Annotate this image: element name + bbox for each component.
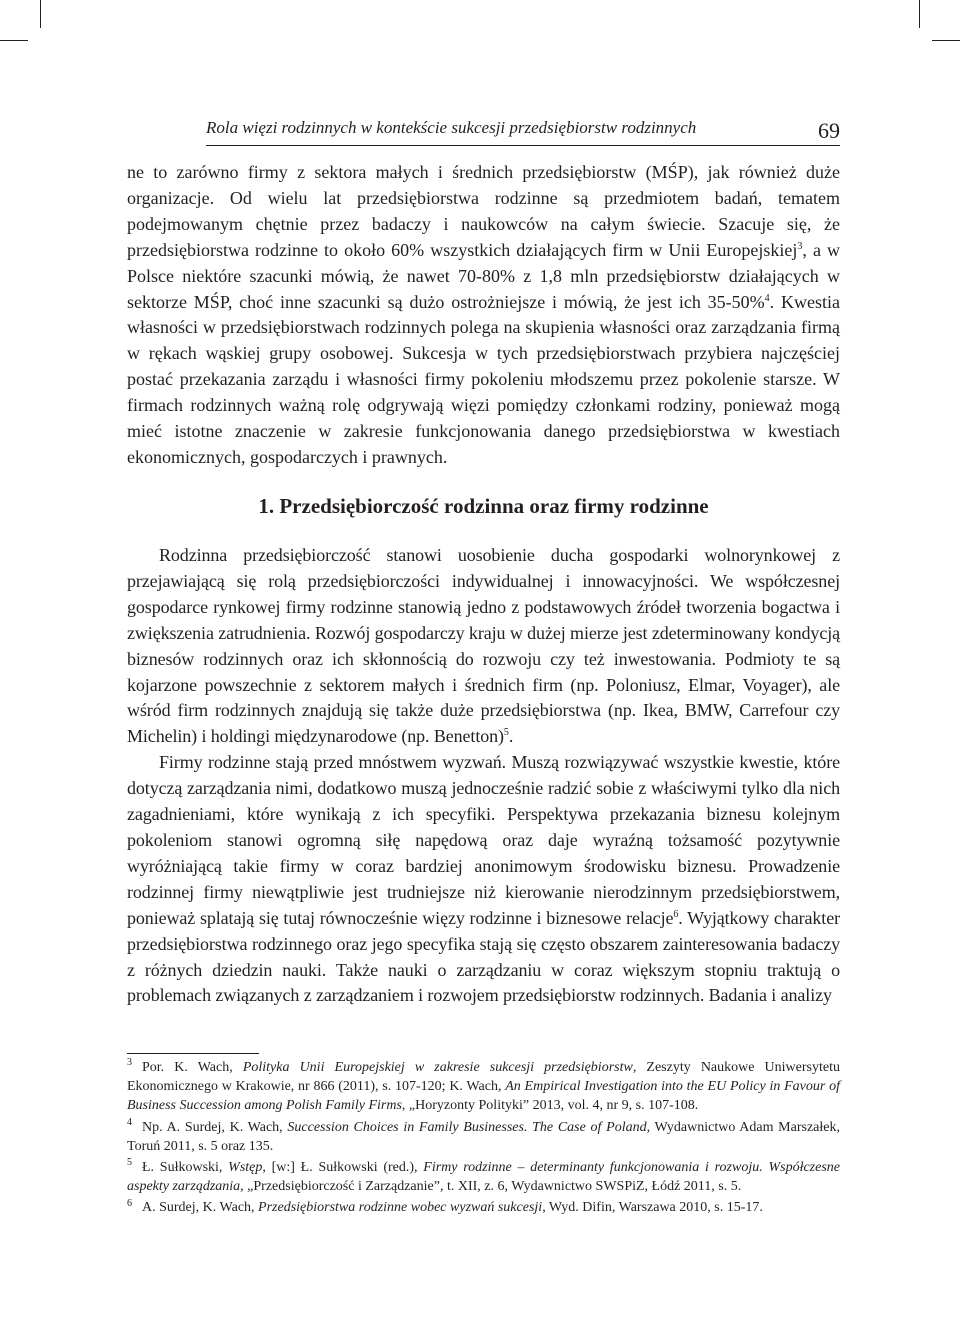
paragraph-1 [127,543,840,750]
section-body [127,543,840,1009]
footnote-3 [127,1058,840,1116]
footnote-text: , „Przedsiębiorczość i Zarządzanie”, t. XII, z. 6, Wydawnictwo SWSPiZ, Łódź 2011, s. 5. [240,1179,742,1195]
footnote-text: Ł. Sułkowski, [142,1160,229,1176]
footnote-number: 4 [127,1116,132,1128]
page-number: 69 [818,118,840,143]
footnote-text: , Wyd. Difin, Warszawa 2010, s. 15-17. [542,1200,763,1216]
footnote-text: , [w:] Ł. Sułkowski (red.), [262,1160,424,1176]
running-header [206,114,840,144]
footnote-text: , Zeszyty Naukowe Uniwersytetu Ekonomicznego w Krakowie, nr 866 (2011), s. 107-120; K. Wach, [127,1060,840,1095]
footnote-title: An Empirical Investigation into the EU Policy in Favour of Business Succession among Polish Family Firms [127,1079,840,1114]
paragraph-2 [127,750,840,1009]
footnote-text: Por. K. Wach, [142,1060,243,1075]
section-heading: 1. Przedsiębiorczość rodzinna oraz firmy rodzinne [258,494,709,518]
footnote-ref-6[interactable]: 6 [673,908,679,920]
footnote-title: Polityka Unii Europejskiej w zakresie sukcesji przedsiębiorstw [242,1060,633,1075]
para1-text-a: Rodzinna przedsiębiorczość stanowi uosobienie ducha gospodarki wolnorynkowej z przejawiającą się rolą przedsiębiorczości indywidualnej i innowacyjności. We współczesnej gospodarce rynkowej firmy rodzinne stanowią jedno z podstawowych źródeł tworzenia bogactwa i zwiększenia zatrudnienia. Rozwój gospodarczy kraju w dużej mierze jest zdeterminowany kondycją biznesów rodzinnych oraz ich skłonnością do rozwoju czy też inwestowania. Podmioty te są kojarzone powszechnie z sektorem małych i średnich firm (np. Poloniusz, Elmar, Voyager), ale wśród firm rodzinnych znajdują się także duże przedsiębiorstwa (np. Ikea, BMW, Carrefour czy Michelin) i holdingi międzynarodowe (np. Benetton) [127,545,840,747]
footnote-number: 5 [127,1157,132,1169]
intro-text-c: . Kwestia własności w przedsiębiorstwach rodzinnych polega na skupienia własności oraz zarządzania firmą w rękach wąskiej grupy osobowej. Sukcesja w tych przedsiębiorstwach przybiera najczęściej postać przekazania zarządu i własności firmy pokoleniu młodszemu przez pokolenie starsze. W firmach rodzinnych ważną rolę odgrywają więzi pomiędzy członkami rodziny, ponieważ mogą mieć istotne znaczenie w zakresie funkcjonowania danego przedsiębiorstwa w kwestiach ekonomicznych, gospodarczych i prawnych. [127,291,840,467]
footnote-text: A. Surdej, K. Wach, [142,1200,259,1216]
footnote-title: Wstęp [228,1160,263,1176]
intro-paragraph [127,160,840,471]
footnotes [127,1058,840,1220]
footnote-title: Succession Choices in Family Businesses. The Case of Poland [287,1119,647,1135]
footnote-ref-5[interactable]: 5 [503,727,509,739]
para1-text-b: . [508,726,514,747]
footnote-5 [127,1158,840,1196]
footnote-text: , Wydawnictwo Adam Marszałek, Toruń 2011, s. 5 oraz 135. [127,1119,840,1154]
header-rule [206,145,840,146]
intro-text-b: , a w Polsce niektóre szacunki mówią, że nawet 70-80% z 1,8 mln przedsiębiorstw działających w sektorze MŚP, choć inne szacunki są dużo ostrożniejsze i mówią, że jest ich 35-50% [127,239,840,312]
running-title: Rola więzi rodzinnych w kontekście sukcesji przedsiębiorstw rodzinnych [206,118,697,137]
footnote-ref-4[interactable]: 4 [764,292,770,304]
footnote-text: , „Horyzonty Polityki” 2013, vol. 4, nr 9, s. 107-108. [401,1098,699,1114]
crop-mark-right-horizontal [932,40,960,41]
para2-text-b: . Wyjątkowy charakter przedsiębiorstwa rodzinnego oraz jego specyfika stają się często obszarem zainteresowania badaczy z różnych dziedzin nauki. Także nauki o zarządzaniu w coraz większym stopniu traktują o problemach związanych z zarządzaniem i rozwojem przedsiębiorstw rodzinnych. Badania i analizy [127,907,840,1006]
para2-text-a: Firmy rodzinne stają przed mnóstwem wyzwań. Muszą rozwiązywać wszystkie kwestie, które dotyczą zarządzania nimi, dodatkowo muszą jednocześnie radzić sobie z właściwymi tylko dla nich zagadnieniami, które wynikają z ich specyfiki. Perspektywa przekazania biznesu kolejnym pokoleniom stanowi ogromną siłę napędową oraz daje wyraźną tożsamość pozytywnie wyróżniającą takie firmy w coraz bardziej anonimowym środowisku biznesu. Prowadzenie rodzinnej firmy niewątpliwie jest trudniejsze niż kierowanie nierodzinnym przedsiębiorstwem, ponieważ splatają się tutaj równocześnie więzy rodzinne i biznesowe relacje [127,752,840,928]
crop-mark-top-left [40,0,41,28]
footnote-title: Przedsiębiorstwa rodzinne wobec wyzwań sukcesji [258,1200,543,1216]
footnote-4 [127,1118,840,1156]
crop-mark-top-right [919,0,920,28]
footnote-number: 3 [127,1057,132,1069]
footnote-ref-3[interactable]: 3 [797,240,803,252]
footnote-text: Np. A. Surdej, K. Wach, [142,1119,288,1135]
intro-text-a: ne to zarówno firmy z sektora małych i średnich przedsiębiorstw (MŚP), jak również duże organizacje. Od wielu lat przedsiębiorstwa rodzinne są przedmiotem badań, tematem podejmowanym chętnie przez badaczy i naukowców na całym świecie. Szacuje się, że przedsiębiorstwa rodzinne to około 60% wszystkich działających firm w Unii Europejskiej [127,162,840,260]
footnote-separator [127,1053,259,1054]
footnote-title: Firmy rodzinne – determinanty funkcjonowania i rozwoju. Współczesne aspekty zarządzania [127,1160,840,1195]
footnote-6 [127,1198,840,1217]
crop-mark-left-horizontal [0,40,28,41]
footnote-number: 6 [127,1197,132,1209]
